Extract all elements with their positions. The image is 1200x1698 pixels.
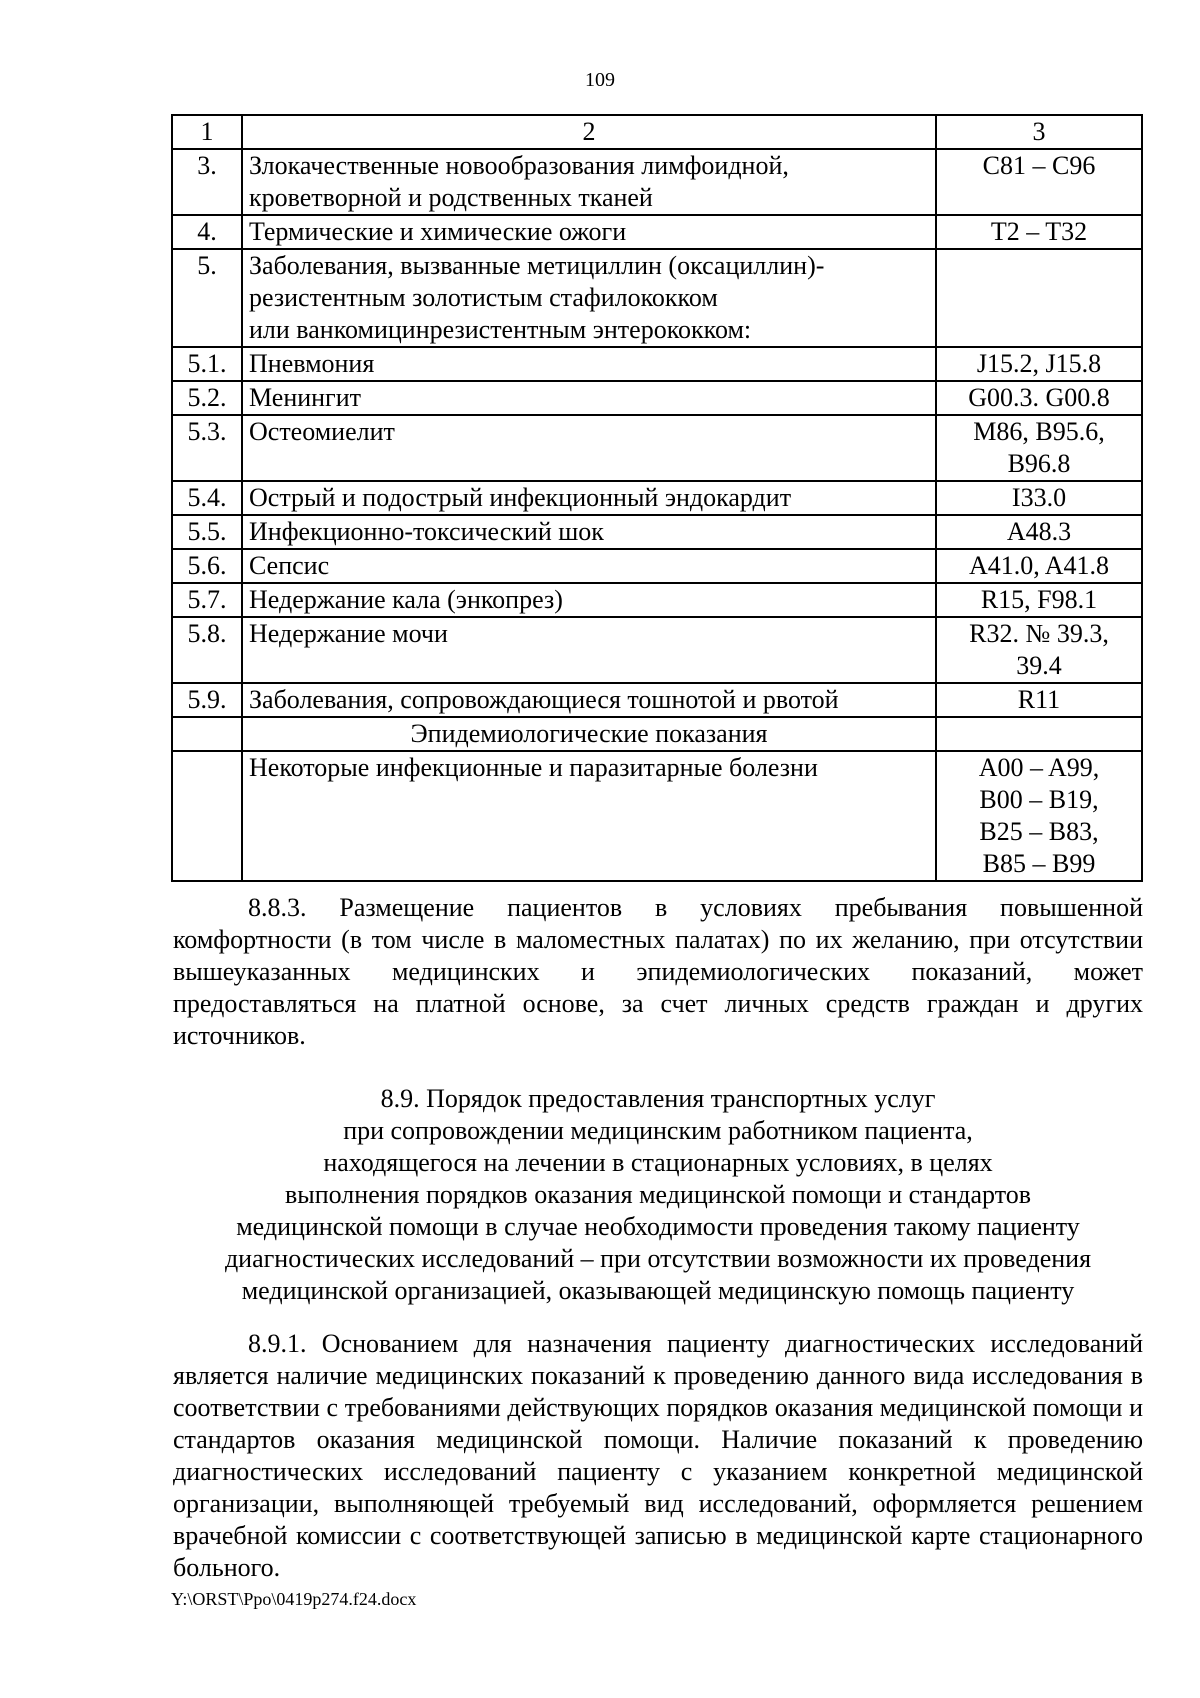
row-name: Менингит bbox=[242, 381, 936, 415]
row-number: 5.5. bbox=[172, 515, 242, 549]
table-header-row bbox=[172, 115, 1142, 149]
row-number: 5. bbox=[172, 249, 242, 347]
row-number bbox=[172, 751, 242, 881]
row-number: 3. bbox=[172, 149, 242, 215]
diagnosis-codes-table bbox=[171, 114, 1143, 882]
paragraph-8-9-1 bbox=[173, 1328, 1143, 1584]
table-row bbox=[172, 249, 1142, 347]
row-number: 5.8. bbox=[172, 617, 242, 683]
row-code: T2 – T32 bbox=[936, 215, 1142, 249]
row-name: Заболевания, вызванные метициллин (оксациллин)- резистентным золотистым стафилококком или ванкомицинрезистентным энтерококком: bbox=[242, 249, 936, 347]
row-code: A48.3 bbox=[936, 515, 1142, 549]
row-code: R15, F98.1 bbox=[936, 583, 1142, 617]
table-row bbox=[172, 415, 1142, 481]
table-row bbox=[172, 481, 1142, 515]
table-row bbox=[172, 683, 1142, 717]
paragraph-text: 8.9.1. Основанием для назначения пациенту диагностических исследований является наличие медицинских показаний к проведению данного вида исследования в соответствии с требованиями действующих порядков оказания медицинской помощи и стандартов оказания медицинской помощи. Наличие показаний к проведению диагностических исследований пациенту с указанием конкретной медицинской организации, выполняющей требуемый вид исследований, оформляется решением врачебной комиссии с соответствующей записью в медицинской карте стационарного больного. bbox=[173, 1329, 1143, 1582]
row-name: Пневмония bbox=[242, 347, 936, 381]
row-code: G00.3. G00.8 bbox=[936, 381, 1142, 415]
row-name: Остеомиелит bbox=[242, 415, 936, 481]
row-number: 5.4. bbox=[172, 481, 242, 515]
header-cell-code: 3 bbox=[936, 115, 1142, 149]
row-name: Инфекционно-токсический шок bbox=[242, 515, 936, 549]
table-row bbox=[172, 515, 1142, 549]
row-number: 5.6. bbox=[172, 549, 242, 583]
row-name: Некоторые инфекционные и паразитарные болезни bbox=[242, 751, 936, 881]
table-row bbox=[172, 617, 1142, 683]
section-heading: Эпидемиологические показания bbox=[242, 717, 936, 751]
section-heading-8-9: 8.9. Порядок предоставления транспортных услуг при сопровождении медицинским работником пациента, находящегося на лечении в стационарных условиях, в целях выполнения порядков оказания медицинской помощи и стандартов медицинской помощи в случае необходимости проведения такому пациенту диагностических исследований – при отсутствии возможности их проведения медицинской организацией, оказывающей медицинскую помощь пациенту bbox=[224, 1084, 1092, 1305]
row-code: R11 bbox=[936, 683, 1142, 717]
table-row bbox=[172, 215, 1142, 249]
row-name: Недержание кала (энкопрез) bbox=[242, 583, 936, 617]
table-row bbox=[172, 381, 1142, 415]
table-row bbox=[172, 149, 1142, 215]
table-row bbox=[172, 583, 1142, 617]
table-row bbox=[172, 347, 1142, 381]
header-cell-name: 2 bbox=[242, 115, 936, 149]
row-code: J15.2, J15.8 bbox=[936, 347, 1142, 381]
footer-file-path: Y:\ORST\Ppo\0419p274.f24.docx bbox=[171, 1589, 417, 1609]
page-number: 109 bbox=[585, 69, 615, 91]
row-number: 5.9. bbox=[172, 683, 242, 717]
row-name: Злокачественные новообразования лимфоидной, кроветворной и родственных тканей bbox=[242, 149, 936, 215]
row-code: C81 – C96 bbox=[936, 149, 1142, 215]
row-name: Недержание мочи bbox=[242, 617, 936, 683]
row-number: 5.2. bbox=[172, 381, 242, 415]
header-cell-number: 1 bbox=[172, 115, 242, 149]
row-code: A00 – A99, B00 – B19, B25 – B83, B85 – B99 bbox=[936, 751, 1142, 881]
row-code: R32. № 39.3, 39.4 bbox=[936, 617, 1142, 683]
row-number: 5.7. bbox=[172, 583, 242, 617]
row-number: 5.1. bbox=[172, 347, 242, 381]
row-number: 5.3. bbox=[172, 415, 242, 481]
row-code: I33.0 bbox=[936, 481, 1142, 515]
paragraph-8-8-3 bbox=[173, 892, 1143, 1052]
row-code bbox=[936, 249, 1142, 347]
section-row-number bbox=[172, 717, 242, 751]
row-name: Острый и подострый инфекционный эндокардит bbox=[242, 481, 936, 515]
row-code: M86, B95.6, B96.8 bbox=[936, 415, 1142, 481]
row-code: A41.0, A41.8 bbox=[936, 549, 1142, 583]
row-name: Сепсис bbox=[242, 549, 936, 583]
row-number: 4. bbox=[172, 215, 242, 249]
section-row-code bbox=[936, 717, 1142, 751]
row-name: Заболевания, сопровождающиеся тошнотой и рвотой bbox=[242, 683, 936, 717]
table-row bbox=[172, 549, 1142, 583]
table-section-row bbox=[172, 717, 1142, 751]
paragraph-text: 8.8.3. Размещение пациентов в условиях пребывания повышенной комфортности (в том числе в маломестных палатах) по их желанию, при отсутствии вышеуказанных медицинских и эпидемиологических показаний, может предоставляться на платной основе, за счет личных средств граждан и других источников. bbox=[173, 893, 1143, 1050]
row-name: Термические и химические ожоги bbox=[242, 215, 936, 249]
table-row bbox=[172, 751, 1142, 881]
